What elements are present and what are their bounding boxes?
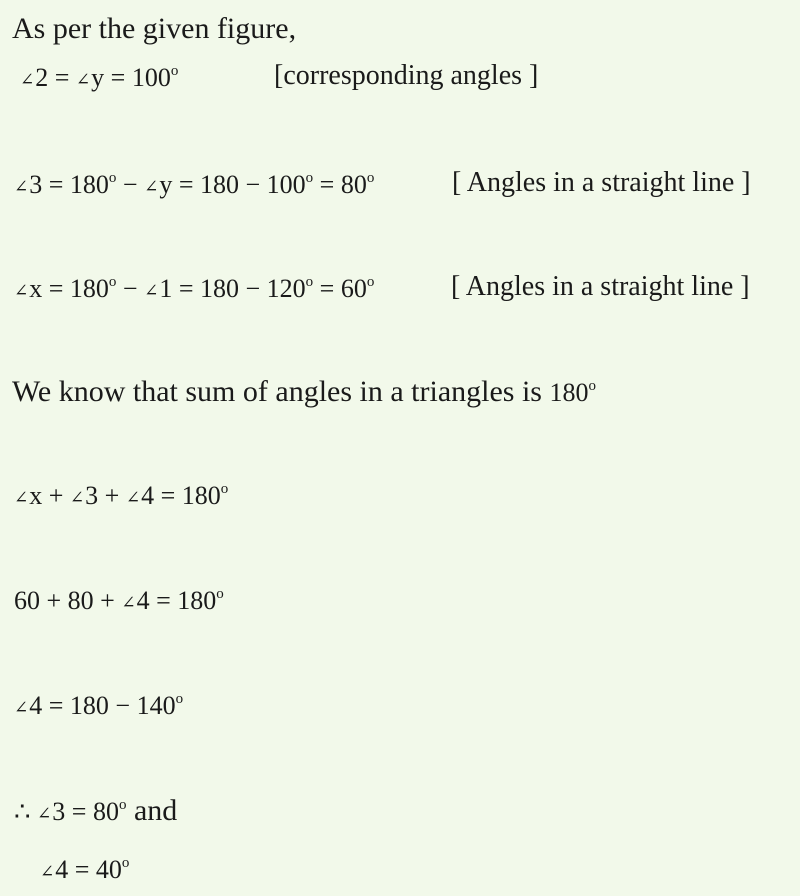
degree-mark: o	[216, 586, 224, 602]
angle-symbol: ∠	[20, 70, 35, 89]
angle-symbol: ∠	[40, 862, 55, 881]
degree-mark: o	[108, 274, 117, 290]
degree-mark: o	[366, 274, 375, 290]
angle-symbol: ∠	[14, 281, 29, 300]
degree-mark: o	[305, 170, 314, 186]
equation-angle2-equals-y: ∠2 = ∠y = $100^o$	[20, 63, 179, 92]
equation-substitution: 60 + 80 + ∠4 = $180^o$	[14, 586, 224, 615]
degree-mark: o	[121, 855, 130, 871]
angle-symbol: ∠	[121, 593, 136, 612]
conclusion-angle3: ∴ ∠3 = 80o and	[14, 794, 178, 827]
angle-symbol: ∠	[125, 488, 141, 507]
degree-mark: o	[108, 170, 117, 186]
angle-symbol: ∠	[14, 488, 29, 507]
degree-mark: o	[118, 797, 127, 813]
therefore-symbol: ∴	[14, 797, 38, 826]
angle-symbol: ∠	[144, 281, 159, 300]
equation-angle4-difference: ∠4 = $180 - 140^o$	[14, 691, 184, 720]
degree-mark: o	[170, 63, 179, 79]
reason-corresponding-angles: [corresponding angles ]	[274, 60, 539, 91]
degree-mark: o	[220, 481, 229, 497]
conclusion-angle4: ∠4 = $40^o$	[40, 855, 130, 884]
degree-mark: o	[588, 378, 596, 394]
intro-text: As per the given figure,	[12, 12, 297, 45]
angle-symbol: ∠	[69, 488, 85, 507]
degree-mark: o	[305, 274, 314, 290]
angle-symbol: ∠	[14, 698, 29, 717]
degree-mark: o	[175, 691, 184, 707]
equation-angle-x: ∠x = $180^o$ − ∠1 = $180 - 120^o = 60^o$	[14, 274, 375, 303]
angle-symbol: ∠	[37, 804, 52, 823]
reason-straight-line-2: [ Angles in a straight line ]	[451, 271, 750, 302]
angle-symbol: ∠	[14, 177, 29, 196]
reason-straight-line-1: [ Angles in a straight line ]	[452, 167, 751, 198]
equation-angle-sum: ∠x + ∠3 + ∠4 = $180^o$	[14, 481, 229, 510]
equation-angle3: ∠3 = $180^o$ − ∠y = $180 - 100^o = 80^o$	[14, 170, 375, 199]
angle-symbol: ∠	[75, 70, 91, 89]
degree-mark: o	[366, 170, 375, 186]
angle-symbol: ∠	[144, 177, 159, 196]
triangle-sum-statement: We know that sum of angles in a triangles is 180o	[12, 375, 596, 408]
